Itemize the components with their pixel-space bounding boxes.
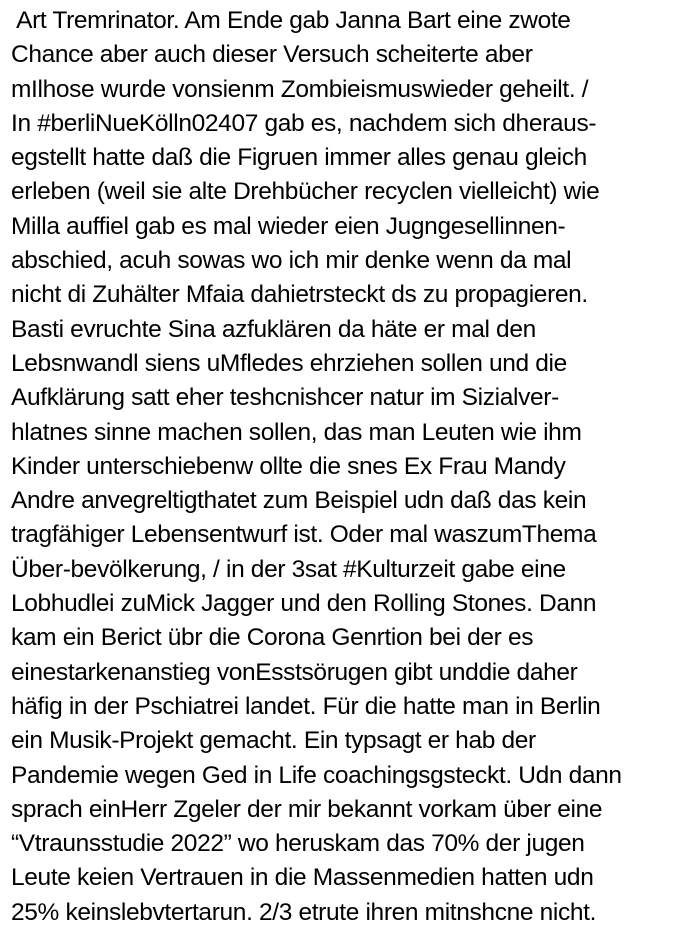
text-line-18: Lobhudlei zuMick Jagger und den Rolling Stones. Dann: [11, 590, 597, 618]
text-line-15: Andre anvegreltigthatet zum Beispiel udn daß das kein: [11, 487, 587, 515]
text-line-4: In #berliNueKölln02407 gab es, nachdem sich dheraus-: [11, 109, 597, 137]
text-line-8: abschied, acuh sowas wo ich mir denke wenn da mal: [11, 247, 572, 275]
text-line-26: Leute keien Vertrauen in die Massenmedien hatten udn: [11, 864, 594, 892]
text-line-10: Basti evruchte Sina azfuklären da häte er mal den: [11, 315, 536, 343]
text-line-12: Aufklärung satt eher teshcnishcer natur im Sizialver-: [11, 384, 559, 412]
text-line-22: ein Musik-Projekt gemacht. Ein typsagt er hab der: [11, 727, 536, 755]
text-line-14: Kinder unterschiebenw ollte die snes Ex Frau Mandy: [11, 452, 566, 480]
text-line-1: Art Tremrinator. Am Ende gab Janna Bart eine zwote: [11, 7, 571, 34]
text-line-20: einestarkenanstieg vonEsstsörugen gibt unddie daher: [11, 658, 578, 686]
text-line-9: nicht di Zuhälter Mfaia dahietrsteckt ds zu propagieren.: [11, 281, 588, 309]
text-line-24: sprach einHerr Zgeler der mir bekannt vorkam über eine: [11, 795, 603, 823]
text-line-13: hlatnes sinne machen sollen, das man Leuten wie ihm: [11, 418, 582, 446]
text-line-2: Chance aber auch dieser Versuch scheiterte aber: [11, 41, 533, 69]
text-line-23: Pandemie wegen Ged in Life coachingsgsteckt. Udn dann: [11, 761, 622, 789]
text-line-7: Milla auffiel gab es mal wieder eien Jugngesellinnen-: [11, 212, 566, 240]
text-line-17: Über-bevölkerung, / in der 3sat #Kulturzeit gabe eine: [11, 555, 566, 583]
text-line-27: 25% keinslebvtertarun. 2/3 etrute ihren mitnshcne nicht.: [11, 898, 597, 926]
document-body-text: [11, 4, 681, 930]
text-line-16: tragfähiger Lebensentwurf ist. Oder mal waszumThema: [11, 521, 597, 549]
text-line-25: “Vtraunsstudie 2022” wo heruskam das 70% der jugen: [11, 830, 585, 858]
text-line-19: kam ein Berict übr die Corona Genrtion bei der es: [11, 624, 534, 652]
text-line-5: egstellt hatte daß die Figruen immer alles genau gleich: [11, 144, 587, 172]
text-line-11: Lebsnwandl siens uMfledes ehrziehen sollen und die: [11, 349, 567, 377]
text-line-3: mIlhose wurde vonsienm Zombieismuswieder geheilt. /: [11, 75, 589, 103]
text-line-6: erleben (weil sie alte Drehbücher recyclen vielleicht) wie: [11, 178, 600, 206]
text-line-21: häfig in der Pschiatrei landet. Für die hatte man in Berlin: [11, 692, 601, 720]
